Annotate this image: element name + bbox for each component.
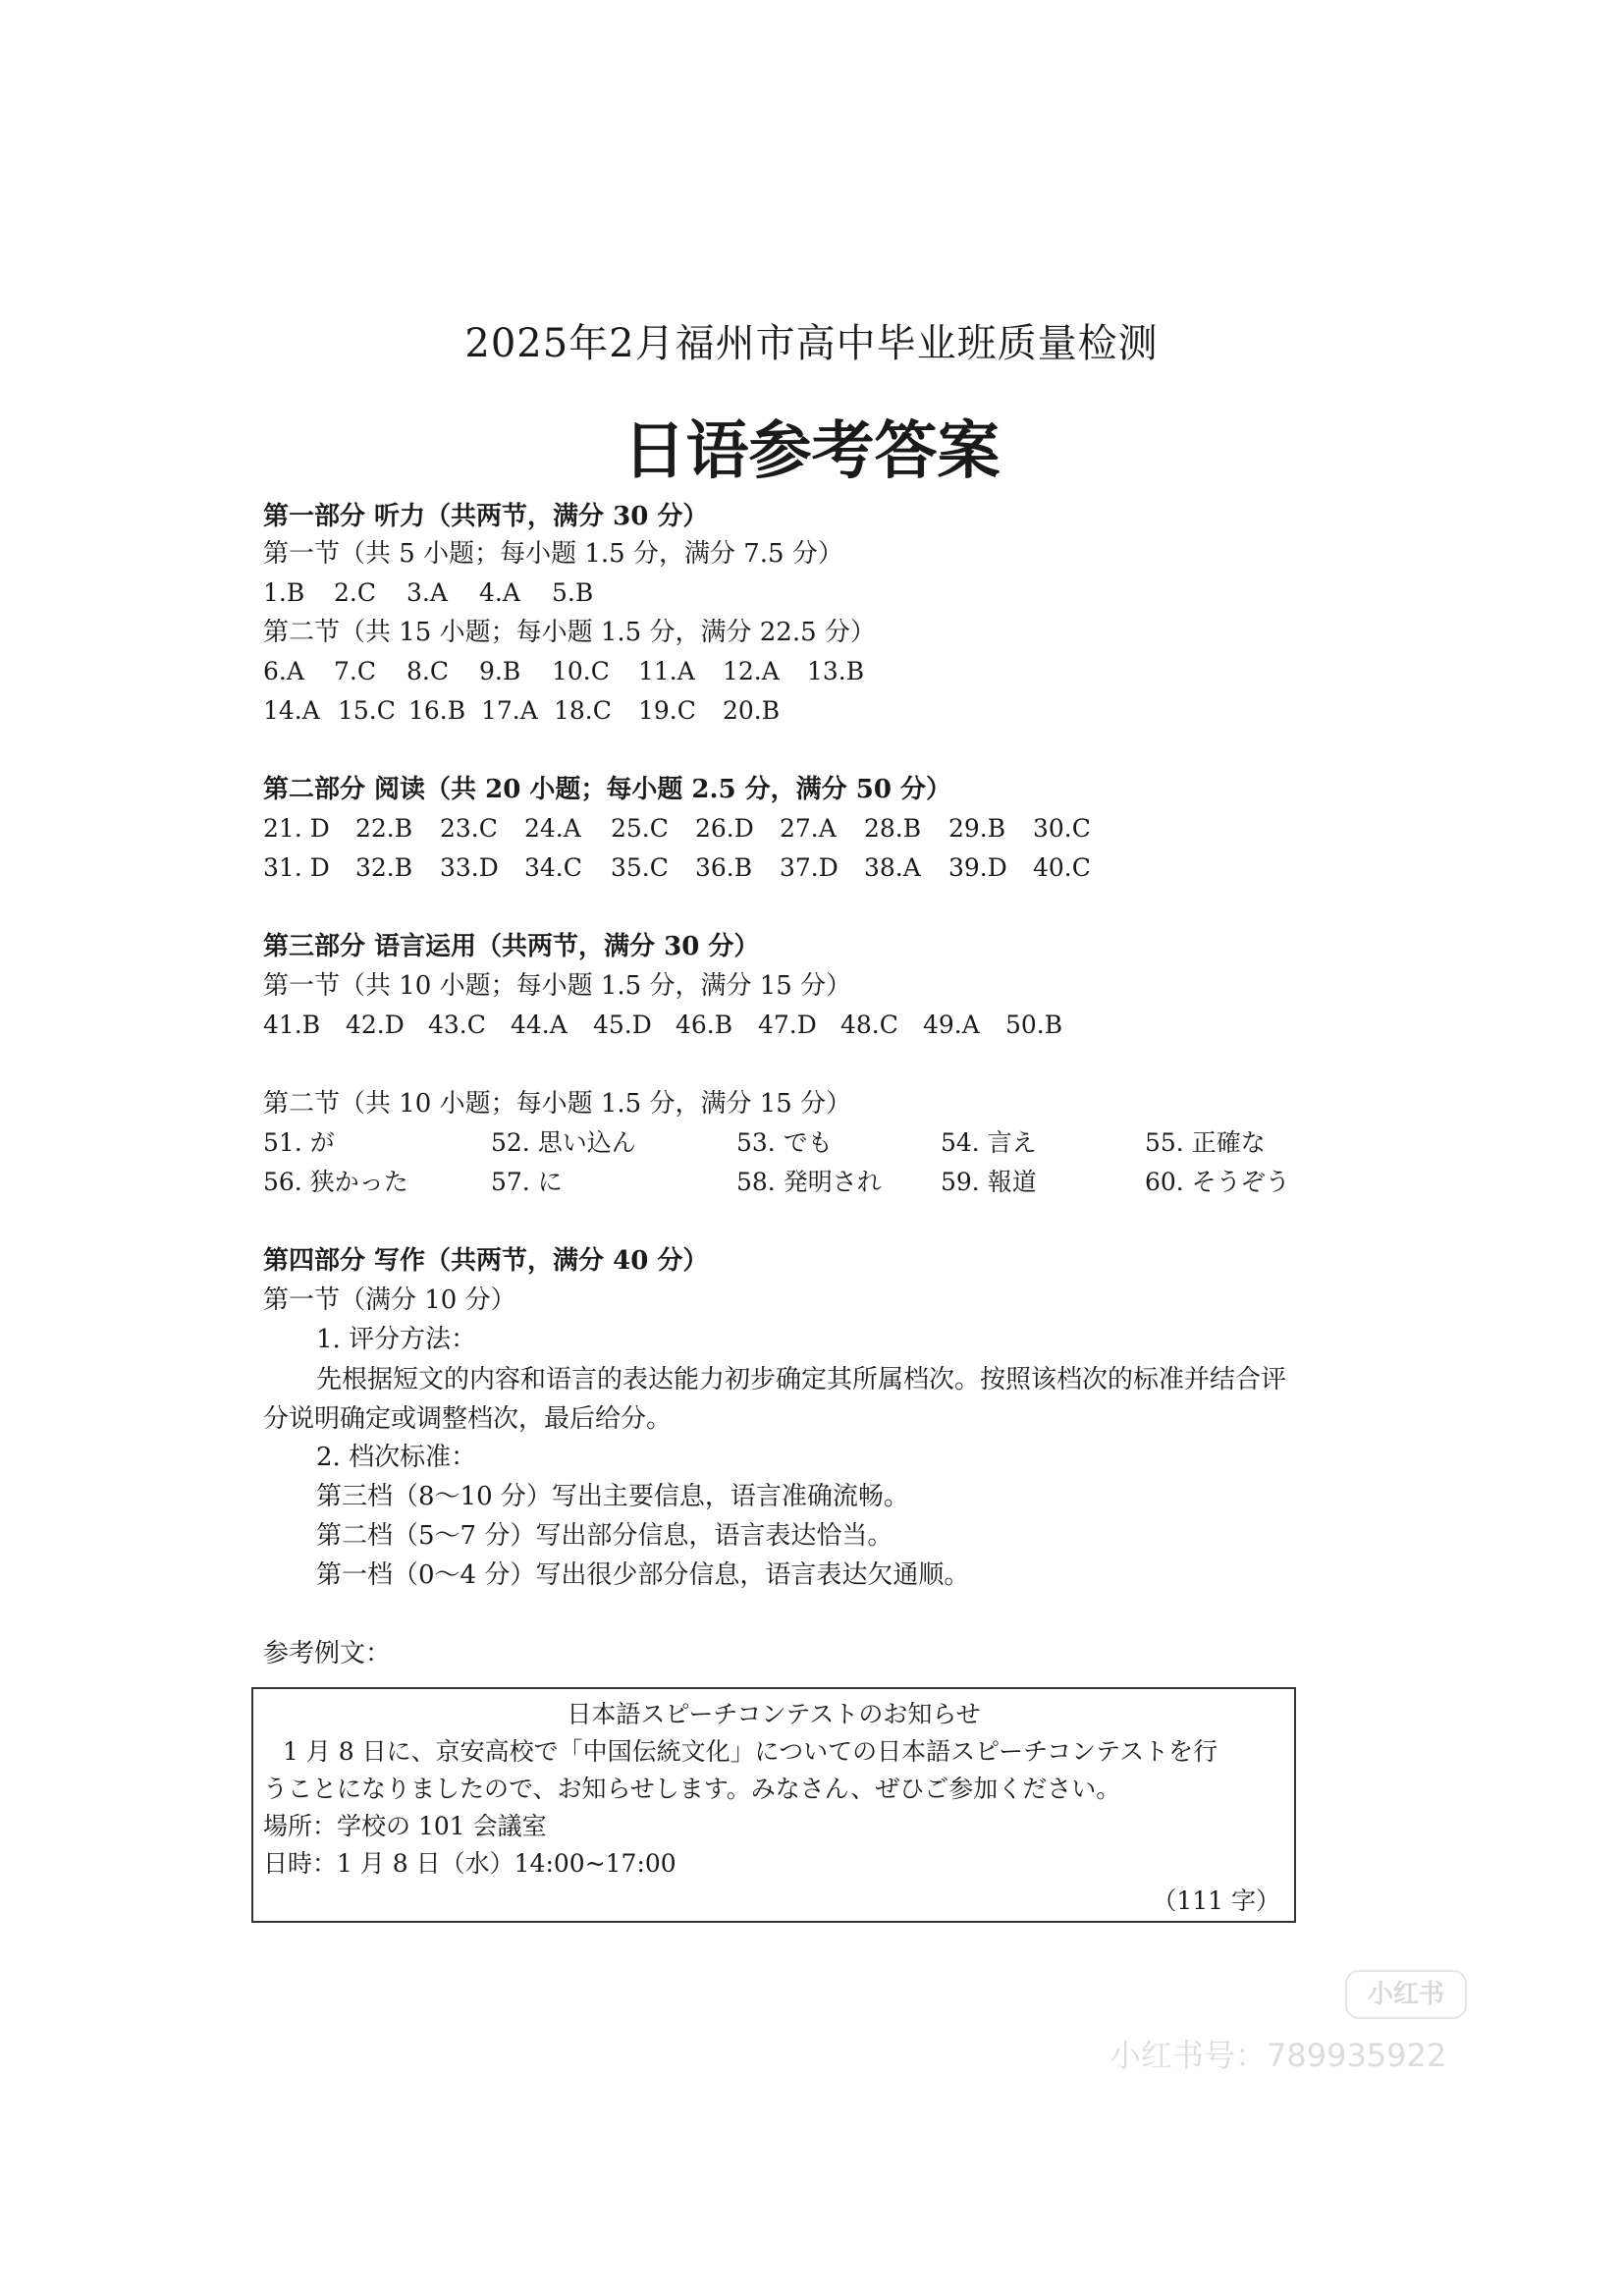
answer-item: 22.B (355, 814, 413, 843)
answer-item: 37.D (780, 853, 839, 882)
answer-item: 34.C (524, 853, 582, 882)
answer-item: 9.B (479, 657, 521, 685)
exam-title: 2025年2月福州市高中毕业班质量检测 (464, 321, 1159, 366)
answer-item: 19.C (638, 696, 696, 725)
answer-item: 6.A (263, 657, 304, 685)
answer-item: 49.A (923, 1011, 980, 1039)
answer-item: 32.B (355, 853, 413, 882)
answer-item: 57. に (491, 1168, 563, 1196)
answer-item: 58. 発明され (736, 1168, 882, 1196)
answer-item: 43.C (428, 1011, 486, 1039)
answer-item: 38.A (864, 853, 921, 882)
answer-item: 24.A (524, 814, 581, 843)
answer-item: 5.B (552, 578, 594, 607)
part3-heading: 第三部分 语言运用（共两节，满分 30 分） (263, 932, 760, 961)
answer-item: 33.D (440, 853, 499, 882)
answer-item: 26.D (695, 814, 754, 843)
word-count: （111 字） (1152, 1886, 1280, 1915)
answer-item: 15.C (338, 696, 396, 725)
part4-sec1-heading: 第一节（满分 10 分） (263, 1285, 516, 1315)
criteria-item: 第二档（5～7 分）写出部分信息，语言表达恰当。 (316, 1521, 893, 1551)
part1-sec2-heading: 第二节（共 15 小题；每小题 1.5 分，满分 22.5 分） (263, 618, 876, 647)
answer-item: 51. が (263, 1128, 335, 1157)
sample-body-line: 1 月 8 日に、京安高校で「中国伝統文化」についての日本語スピーチコンテストを行 (283, 1737, 1218, 1766)
part3-sec1-heading: 第一节（共 10 小题；每小题 1.5 分，满分 15 分） (263, 971, 852, 1001)
answer-item: 46.B (676, 1011, 733, 1039)
answer-item: 29.B (948, 814, 1006, 843)
answer-item: 23.C (440, 814, 498, 843)
answer-item: 59. 報道 (941, 1168, 1037, 1196)
watermark-logo: 小红书 (1345, 1970, 1467, 2019)
answer-item: 4.A (479, 578, 520, 607)
answer-item: 7.C (334, 657, 376, 685)
criteria-item: 第一档（0～4 分）写出很少部分信息，语言表达欠通顺。 (316, 1560, 970, 1590)
sample-title: 日本語スピーチコンテストのお知らせ (567, 1700, 981, 1728)
answer-item: 8.C (406, 657, 449, 685)
answer-item: 47.D (758, 1011, 817, 1039)
answer-item: 25.C (611, 814, 669, 843)
answer-item: 60. そうぞう (1145, 1168, 1290, 1196)
answer-item: 27.A (780, 814, 837, 843)
watermark-id: 小红书号：789935922 (1109, 2037, 1447, 2074)
answer-item: 56. 狭かった (263, 1168, 408, 1196)
scoring-method-heading: 1. 评分方法： (316, 1325, 477, 1354)
answer-item: 3.A (406, 578, 448, 607)
answer-item: 36.B (695, 853, 753, 882)
answer-item: 11.A (638, 657, 695, 685)
part4-heading: 第四部分 写作（共两节，满分 40 分） (263, 1246, 709, 1276)
answer-item: 31. D (263, 853, 330, 882)
answer-item: 42.D (346, 1011, 405, 1039)
answer-key-title: 日语参考答案 (622, 415, 1001, 488)
sample-body-line: うことになりましたので、お知らせします。みなさん、ぜひご参加ください。 (263, 1775, 1121, 1803)
answer-item: 55. 正確な (1145, 1128, 1266, 1157)
answer-item: 17.A (481, 696, 538, 725)
part2-heading: 第二部分 阅读（共 20 小题；每小题 2.5 分，满分 50 分） (263, 775, 951, 804)
answer-item: 48.C (840, 1011, 898, 1039)
answer-item: 40.C (1033, 853, 1091, 882)
criteria-item: 第三档（8～10 分）写出主要信息，语言准确流畅。 (316, 1482, 909, 1511)
answer-item: 18.C (554, 696, 612, 725)
sample-label: 参考例文： (263, 1639, 392, 1668)
answer-item: 21. D (263, 814, 330, 843)
answer-item: 54. 言え (941, 1128, 1037, 1157)
answer-item: 45.D (593, 1011, 652, 1039)
part3-sec2-heading: 第二节（共 10 小题；每小题 1.5 分，满分 15 分） (263, 1089, 852, 1119)
scoring-method-text: 先根据短文的内容和语言的表达能力初步确定其所属档次。按照该档次的标准并结合评分说明确定或调整档次，最后给分。 (263, 1365, 1287, 1434)
answer-item: 52. 思い込ん (491, 1128, 636, 1157)
answer-item: 53. でも (736, 1128, 833, 1157)
answer-item: 1.B (263, 578, 305, 607)
answer-item: 20.B (723, 696, 781, 725)
answer-item: 44.A (511, 1011, 568, 1039)
answer-item: 2.C (334, 578, 376, 607)
answer-item: 39.D (948, 853, 1007, 882)
answer-item: 35.C (611, 853, 669, 882)
answer-item: 41.B (263, 1011, 321, 1039)
answer-item: 12.A (723, 657, 780, 685)
answer-item: 50.B (1005, 1011, 1063, 1039)
sample-time: 日時：1 月 8 日（水）14:00~17:00 (263, 1849, 676, 1878)
answer-item: 14.A (263, 696, 320, 725)
answer-item: 10.C (552, 657, 610, 685)
answer-item: 16.B (408, 696, 466, 725)
part1-heading: 第一部分 听力（共两节，满分 30 分） (263, 502, 709, 531)
criteria-heading: 2. 档次标准： (316, 1443, 477, 1472)
part1-sec1-heading: 第一节（共 5 小题；每小题 1.5 分，满分 7.5 分） (263, 539, 843, 569)
sample-place: 場所：学校の 101 会議室 (263, 1812, 547, 1840)
sample-essay-box (251, 1687, 1296, 1923)
answer-item: 13.B (807, 657, 865, 685)
answer-item: 28.B (864, 814, 922, 843)
answer-item: 30.C (1033, 814, 1091, 843)
